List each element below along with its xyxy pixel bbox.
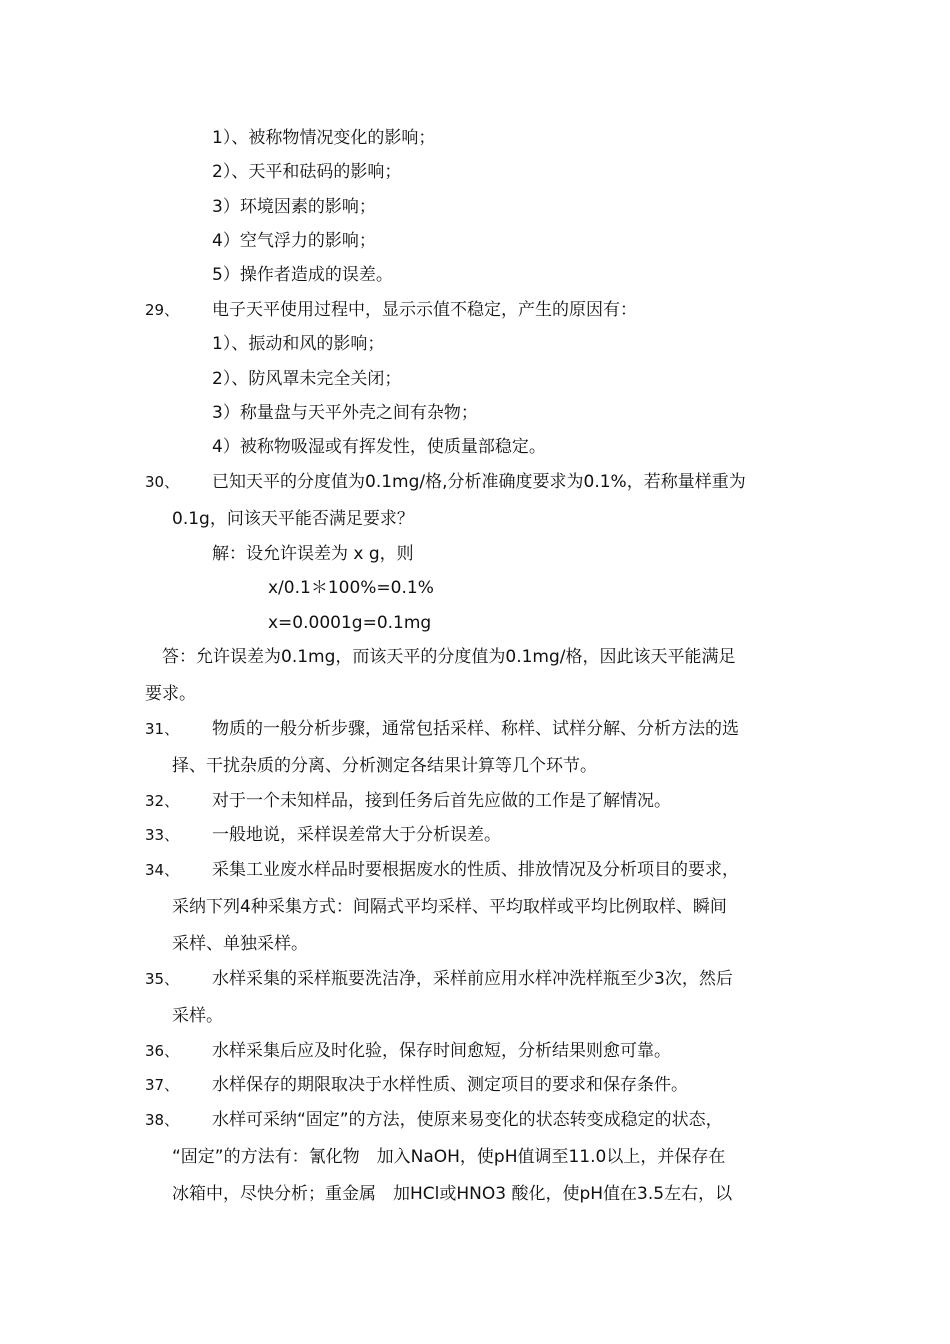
item-number: 34、	[145, 861, 180, 879]
text-line: 对于一个未知样品，接到任务后首先应做的工作是了解情况。	[212, 791, 671, 811]
text-line: 解：设允许误差为 x g，则	[212, 544, 414, 564]
formula-line: x=0.0001g=0.1mg	[268, 613, 432, 633]
text-line: 4）空气浮力的影响；	[212, 231, 376, 251]
item-number: 37、	[145, 1076, 180, 1094]
text-line: 采样、单独采样。	[172, 934, 308, 954]
text-line: 已知天平的分度值为0.1mg/格,分析准确度要求为0.1%，若称量样重为	[212, 472, 746, 492]
text-line: 1）、振动和风的影响；	[212, 334, 385, 354]
item-number: 32、	[145, 792, 180, 810]
text-line: “固定”的方法有：氰化物 加入NaOH，使pH值调至11.0以上，并保存在	[172, 1147, 726, 1167]
item-number: 36、	[145, 1042, 180, 1060]
text-line: 0.1g，问该天平能否满足要求？	[172, 509, 414, 529]
text-line: 水样可采纳“固定”的方法，使原来易变化的状态转变成稳定的状态，	[212, 1110, 723, 1130]
text-line: 1）、被称物情况变化的影响；	[212, 128, 436, 148]
text-line: 水样保存的期限取决于水样性质、测定项目的要求和保存条件。	[212, 1075, 688, 1095]
item-number: 30、	[145, 473, 180, 491]
answer-line: 要求。	[145, 684, 196, 704]
text-line: 采纳下列4种采集方式：间隔式平均采样、平均取样或平均比例取样、瞬间	[172, 897, 727, 917]
text-line: 水样采集的采样瓶要洗洁净，采样前应用水样冲洗样瓶至少3次，然后	[212, 969, 733, 989]
text-line: 采样。	[172, 1006, 223, 1026]
text-line: 4）被称物吸湿或有挥发性，使质量部稳定。	[212, 437, 546, 457]
item-number: 31、	[145, 720, 180, 738]
text-line: 物质的一般分析步骤，通常包括采样、称样、试样分解、分析方法的选	[212, 719, 739, 739]
text-line: 冰箱中，尽快分析；重金属 加HCl或HNO3 酸化，使pH值在3.5左右，以	[172, 1184, 733, 1204]
text-line: 2）、防风罩未完全关闭；	[212, 369, 402, 389]
text-line: 择、干扰杂质的分离、分析测定各结果计算等几个环节。	[172, 756, 597, 776]
answer-line: 答：允许误差为0.1mg，而该天平的分度值为0.1mg/格，因此该天平能满足	[162, 647, 736, 667]
item-number: 29、	[145, 301, 180, 319]
text-line: 电子天平使用过程中，显示示值不稳定，产生的原因有：	[212, 300, 637, 320]
text-line: 一般地说，采样误差常大于分析误差。	[212, 825, 501, 845]
text-line: 3）称量盘与天平外壳之间有杂物；	[212, 403, 478, 423]
item-number: 35、	[145, 970, 180, 988]
text-line: 3）环境因素的影响；	[212, 197, 376, 217]
text-line: 水样采集后应及时化验，保存时间愈短，分析结果则愈可靠。	[212, 1041, 671, 1061]
text-line: 5）操作者造成的误差。	[212, 265, 393, 285]
item-number: 33、	[145, 826, 180, 844]
item-number: 38、	[145, 1111, 180, 1129]
text-line: 2）、天平和砝码的影响；	[212, 162, 402, 182]
formula-line: x/0.1＊100%=0.1%	[268, 578, 434, 598]
text-line: 采集工业废水样品时要根据废水的性质、排放情况及分析项目的要求，	[212, 860, 739, 880]
